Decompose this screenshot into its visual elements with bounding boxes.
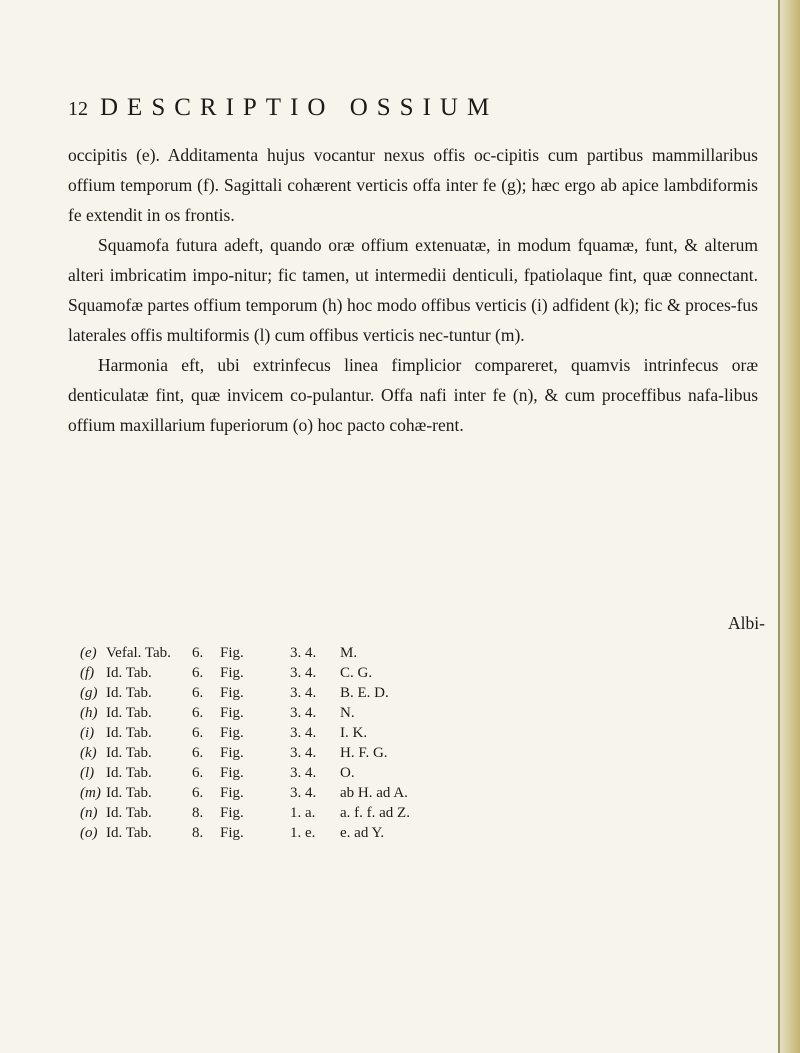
footnote-fig: Fig. xyxy=(220,825,244,841)
footnote-fig: Fig. xyxy=(220,725,244,741)
footnote-ref: e. ad Y. xyxy=(340,825,385,841)
footnote-mark: (o) xyxy=(80,825,98,841)
footnote-mark: (m) xyxy=(80,785,101,801)
page-gutter xyxy=(778,0,800,1053)
footnote-source: Id. Tab. xyxy=(106,785,152,801)
footnote-table: 8. xyxy=(192,805,204,821)
footnote-table: 6. xyxy=(192,785,204,801)
running-title: DESCRIPTIO OSSIUM xyxy=(100,94,499,121)
footnote-ref: ab H. ad A. xyxy=(340,785,408,801)
footnote-number: 1. a. xyxy=(290,805,316,821)
footnote-number: 3. 4. xyxy=(290,785,317,801)
main-text xyxy=(68,140,758,440)
footnote-number: 3. 4. xyxy=(290,725,317,741)
footnote xyxy=(80,723,640,743)
footnote-fig: Fig. xyxy=(220,805,244,821)
footnote-ref: B. E. D. xyxy=(340,685,389,701)
footnote xyxy=(80,823,640,843)
paragraph: Harmonia eft, ubi extrinfecus linea fimplicior compareret, quamvis intrinfecus oræ denticulatæ fint, quæ invicem co-pulantur. Offa nafi inter fe (n), & cum proceffibus nafa-libus offium maxillarium fuperiorum (o) hoc pacto cohæ-rent. xyxy=(68,355,758,435)
footnote-fig: Fig. xyxy=(220,765,244,781)
gutter-edge xyxy=(778,0,780,1053)
footnote-number: 3. 4. xyxy=(290,705,317,721)
footnote-number: 3. 4. xyxy=(290,765,317,781)
footnote xyxy=(80,803,640,823)
footnote-ref: O. xyxy=(340,765,355,781)
footnote-table: 6. xyxy=(192,665,204,681)
footnote-mark: (k) xyxy=(80,745,97,761)
footnote xyxy=(80,703,640,723)
footnote-mark: (n) xyxy=(80,805,98,821)
footnote-mark: (l) xyxy=(80,765,95,781)
footnote-ref: N. xyxy=(340,705,355,721)
paragraph: Squamofa futura adeft, quando oræ offium extenuatæ, in modum fquamæ, funt, & alterum alteri imbricatim impo-nitur; fic tamen, ut intermedii denticuli, fpatiolaque fint, quæ connectant. Squamofæ partes offium temporum (h) hoc modo offibus verticis (i) adfident (k); fic & proces-fus laterales offis multiformis (l) cum offibus verticis nec-tuntur (m). xyxy=(68,235,758,345)
footnote-fig: Fig. xyxy=(220,645,244,661)
footnote xyxy=(80,683,640,703)
footnote-number: 3. 4. xyxy=(290,645,317,661)
footnote-mark: (i) xyxy=(80,725,95,741)
footnote-source: Id. Tab. xyxy=(106,705,152,721)
footnote-number: 3. 4. xyxy=(290,685,317,701)
footnote xyxy=(80,743,640,763)
footnote-fig: Fig. xyxy=(220,785,244,801)
footnote-table: 6. xyxy=(192,765,204,781)
footnote xyxy=(80,643,640,663)
footnote-source: Id. Tab. xyxy=(106,725,152,741)
footnote-ref: C. G. xyxy=(340,665,373,681)
footnote-source: Id. Tab. xyxy=(106,745,152,761)
footnote-mark: (f) xyxy=(80,665,95,681)
footnote-fig: Fig. xyxy=(220,665,244,681)
footnote-source: Id. Tab. xyxy=(106,765,152,781)
footnote-mark: (g) xyxy=(80,685,98,701)
paragraph: occipitis (e). Additamenta hujus vocantur nexus offis oc-cipitis cum partibus mammillaribus offium temporum (f). Sagittali cohærent verticis offa inter fe (g); hæc ergo ab apice lambdiformis fe extendit in os frontis. xyxy=(68,145,758,225)
footnote-table: 6. xyxy=(192,725,204,741)
footnote-ref: H. F. G. xyxy=(340,745,388,761)
footnote-mark: (h) xyxy=(80,705,98,721)
footnote-number: 3. 4. xyxy=(290,745,317,761)
footnote-source: Id. Tab. xyxy=(106,685,152,701)
footnote-fig: Fig. xyxy=(220,685,244,701)
footnote-table: 6. xyxy=(192,685,204,701)
footnote-source: Id. Tab. xyxy=(106,805,152,821)
footnote xyxy=(80,763,640,783)
page-header xyxy=(68,94,768,124)
footnote-table: 6. xyxy=(192,745,204,761)
footnote xyxy=(80,783,640,803)
footnote xyxy=(80,663,640,683)
catchword: Albi- xyxy=(728,613,765,633)
footnote-fig: Fig. xyxy=(220,705,244,721)
footnote-number: 1. e. xyxy=(290,825,316,841)
footnote-number: 3. 4. xyxy=(290,665,317,681)
footnote-source: Id. Tab. xyxy=(106,825,152,841)
footnote-ref: a. f. f. ad Z. xyxy=(340,805,410,821)
footnote-source: Vefal. Tab. xyxy=(106,645,171,661)
footnote-fig: Fig. xyxy=(220,745,244,761)
footnote-ref: M. xyxy=(340,645,358,661)
footnote-table: 6. xyxy=(192,705,204,721)
footnote-ref: I. K. xyxy=(340,725,368,741)
page-number: 12 xyxy=(68,98,88,120)
footnote-mark: (e) xyxy=(80,645,97,661)
footnotes xyxy=(80,643,640,843)
footnote-table: 8. xyxy=(192,825,204,841)
footnote-source: Id. Tab. xyxy=(106,665,152,681)
footnote-table: 6. xyxy=(192,645,204,661)
